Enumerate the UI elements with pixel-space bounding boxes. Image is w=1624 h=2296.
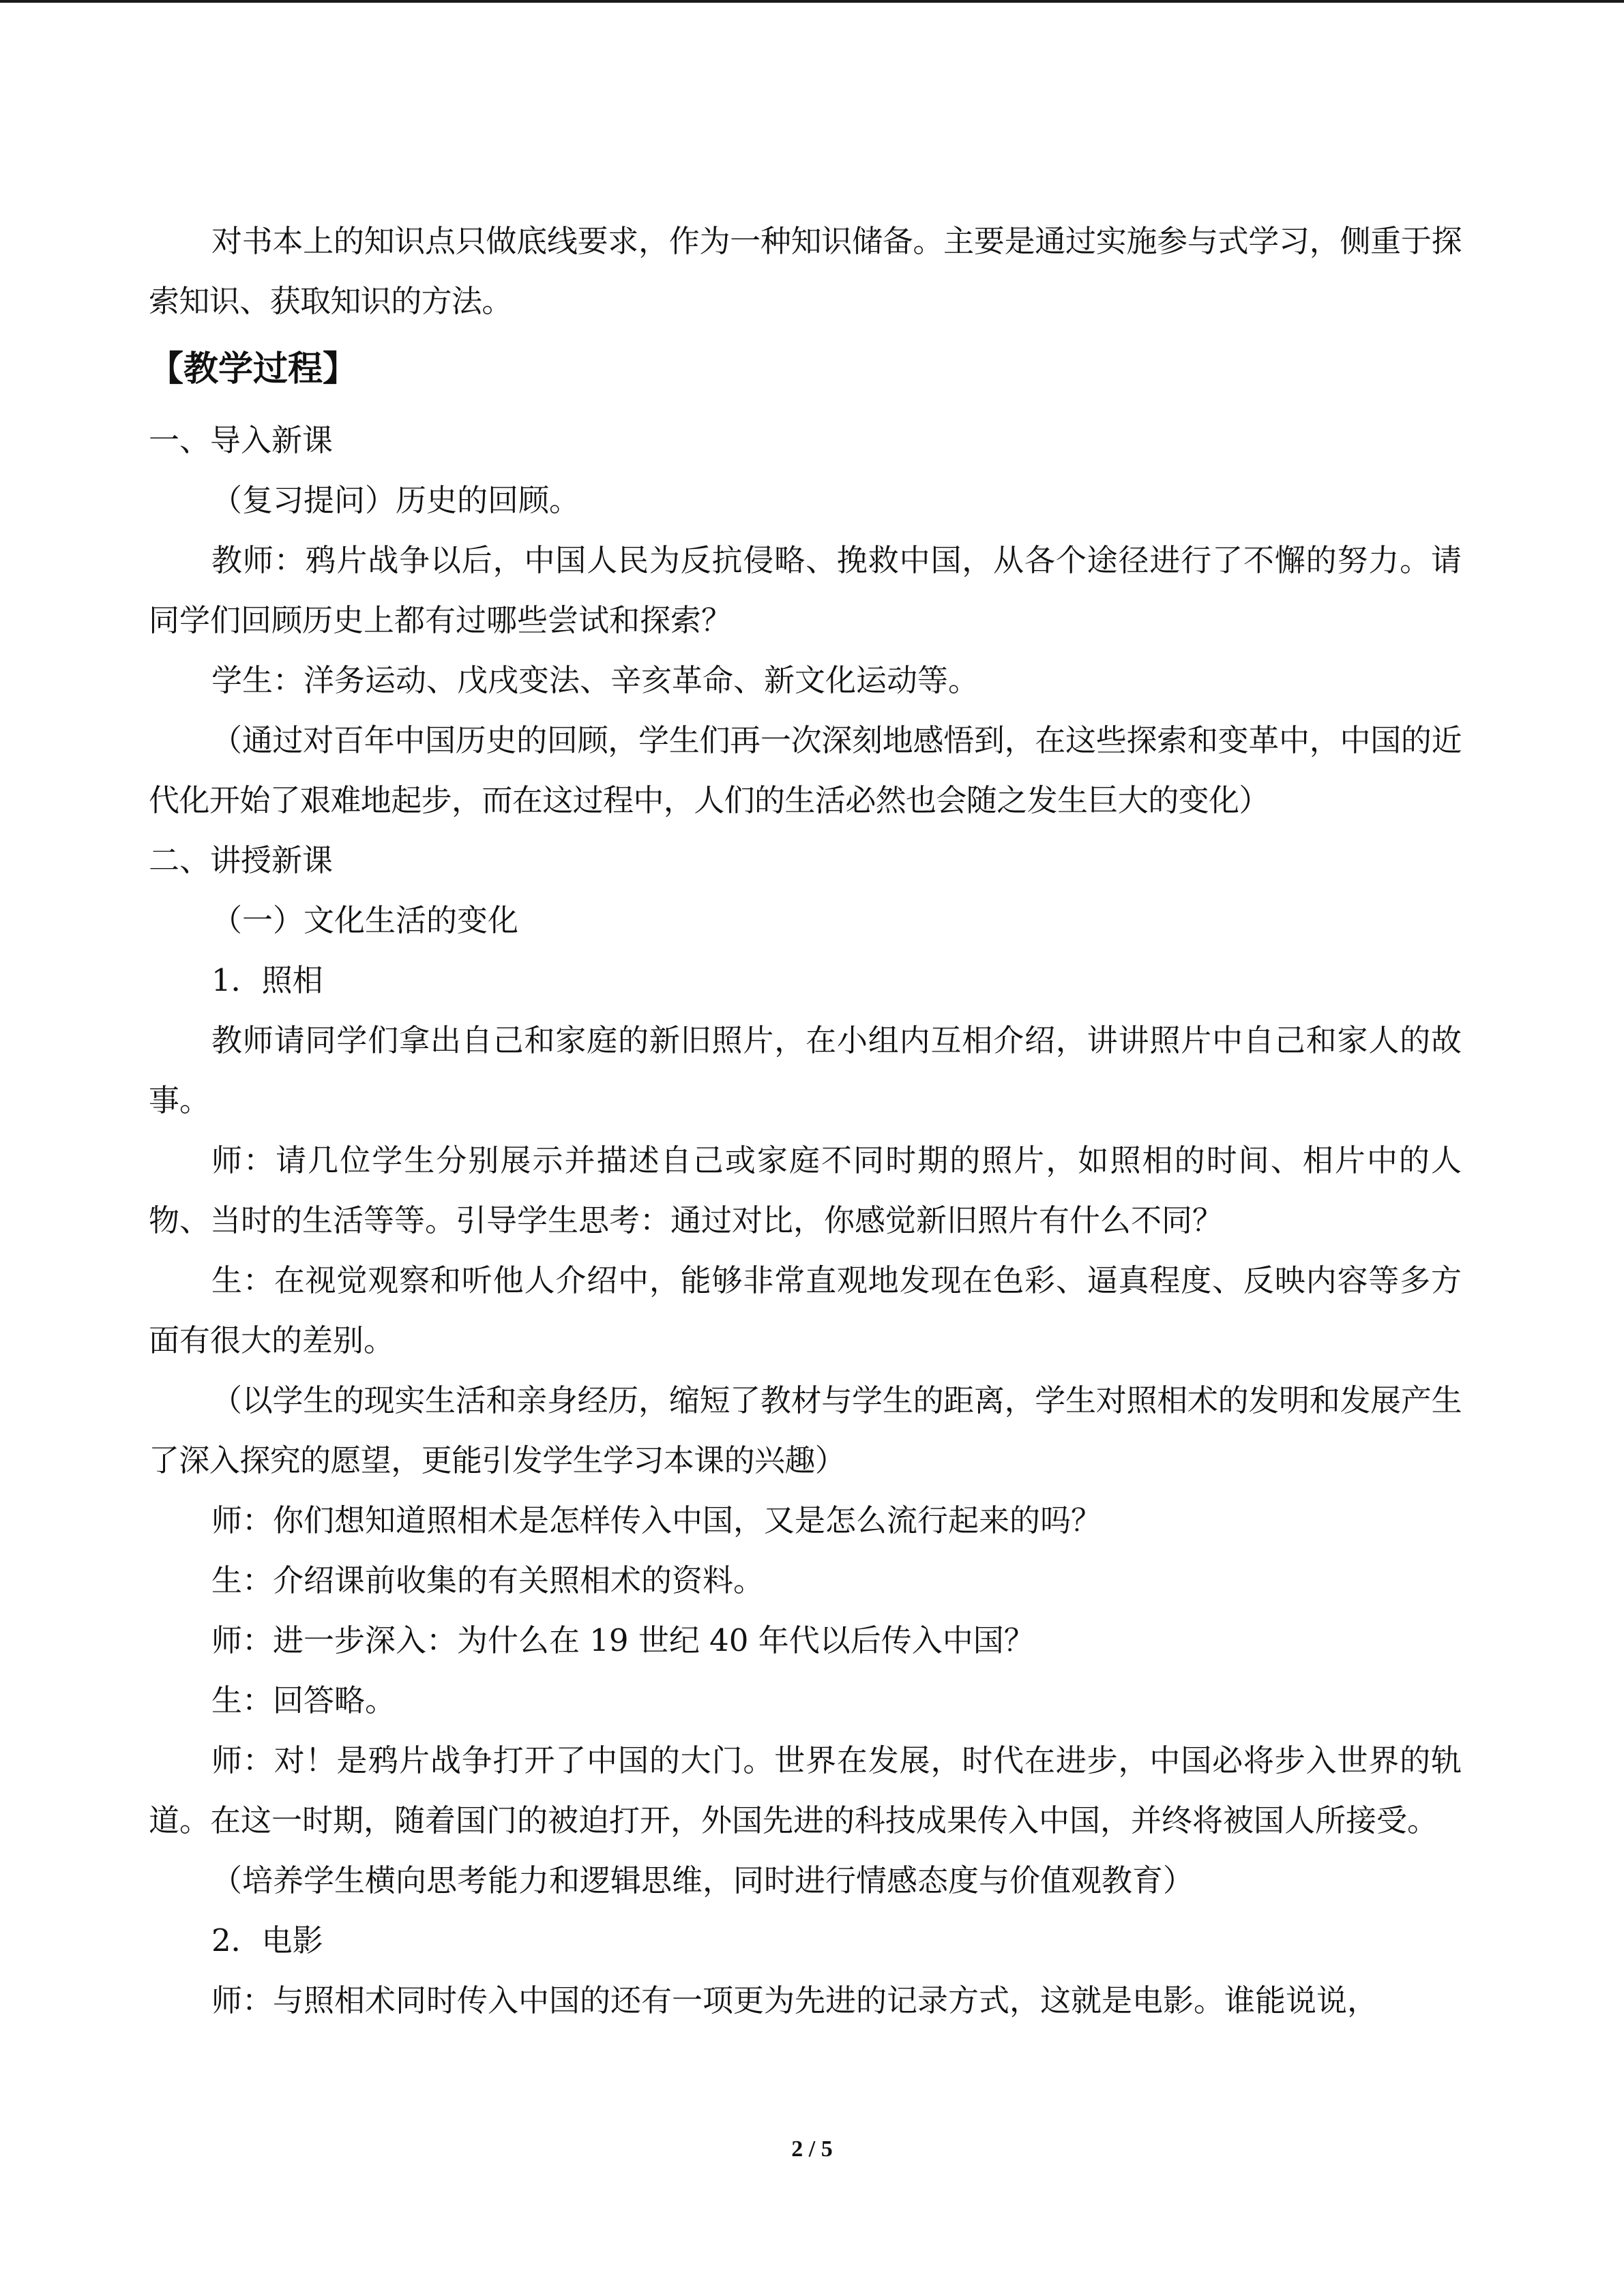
- paragraph: （通过对百年中国历史的回顾，学生们再一次深刻地感悟到，在这些探索和变革中，中国的近代化开始了艰难地起步，而在这过程中，人们的生活必然也会随之发生巨大的变化）: [149, 722, 1462, 818]
- paragraph: （复习提问）历史的回顾。: [211, 482, 580, 518]
- top-border-line: [0, 0, 1624, 3]
- section-heading: 【教学过程】: [149, 349, 358, 389]
- paragraph: 生：介绍课前收集的有关照相术的资料。: [211, 1562, 765, 1598]
- paragraph: 生：在视觉观察和听他人介绍中，能够非常直观地发现在色彩、逼真程度、反映内容等多方面有很大的差别。: [149, 1262, 1462, 1358]
- section-title: 一、导入新课: [149, 422, 334, 458]
- paragraph: （培养学生横向思考能力和逻辑思维，同时进行情感态度与价值观教育）: [211, 1862, 1194, 1898]
- paragraph: 学生：洋务运动、戊戌变法、辛亥革命、新文化运动等。: [211, 662, 979, 698]
- subsection-title: （一）文化生活的变化: [211, 902, 519, 938]
- document-body: [149, 211, 1462, 2031]
- paragraph: 师：对！是鸦片战争打开了中国的大门。世界在发展，时代在进步，中国必将步入世界的轨道。在这一时期，随着国门的被迫打开，外国先进的科技成果传入中国，并终将被国人所接受。: [149, 1742, 1462, 1838]
- page-number: 2 / 5: [791, 2136, 833, 2162]
- paragraph: 师：你们想知道照相术是怎样传入中国，又是怎么流行起来的吗？: [211, 1502, 1102, 1538]
- section-title: 二、讲授新课: [149, 842, 334, 878]
- paragraph: 师：请几位学生分别展示并描述自己或家庭不同时期的照片，如照相的时间、相片中的人物、当时的生活等等。引导学生思考：通过对比，你感觉新旧照片有什么不同？: [149, 1142, 1462, 1238]
- paragraph: （以学生的现实生活和亲身经历，缩短了教材与学生的距离，学生对照相术的发明和发展产生了深入探究的愿望，更能引发学生学习本课的兴趣）: [149, 1382, 1462, 1478]
- paragraph: 师：与照相术同时传入中国的还有一项更为先进的记录方式，这就是电影。谁能说说，: [211, 1982, 1378, 2018]
- subsection-title: 2．电影: [211, 1922, 323, 1958]
- paragraph: 教师：鸦片战争以后，中国人民为反抗侵略、挽救中国，从各个途径进行了不懈的努力。请同学们回顾历史上都有过哪些尝试和探索？: [149, 542, 1462, 638]
- paragraph: 生：回答略。: [211, 1682, 396, 1718]
- paragraph: 师：进一步深入：为什么在 19 世纪 40 年代以后传入中国？: [211, 1622, 1035, 1658]
- subsection-title: 1．照相: [211, 962, 323, 998]
- paragraph: 对书本上的知识点只做底线要求，作为一种知识储备。主要是通过实施参与式学习，侧重于探索知识、获取知识的方法。: [149, 223, 1462, 319]
- paragraph: 教师请同学们拿出自己和家庭的新旧照片，在小组内互相介绍，讲讲照片中自己和家人的故事。: [149, 1022, 1462, 1118]
